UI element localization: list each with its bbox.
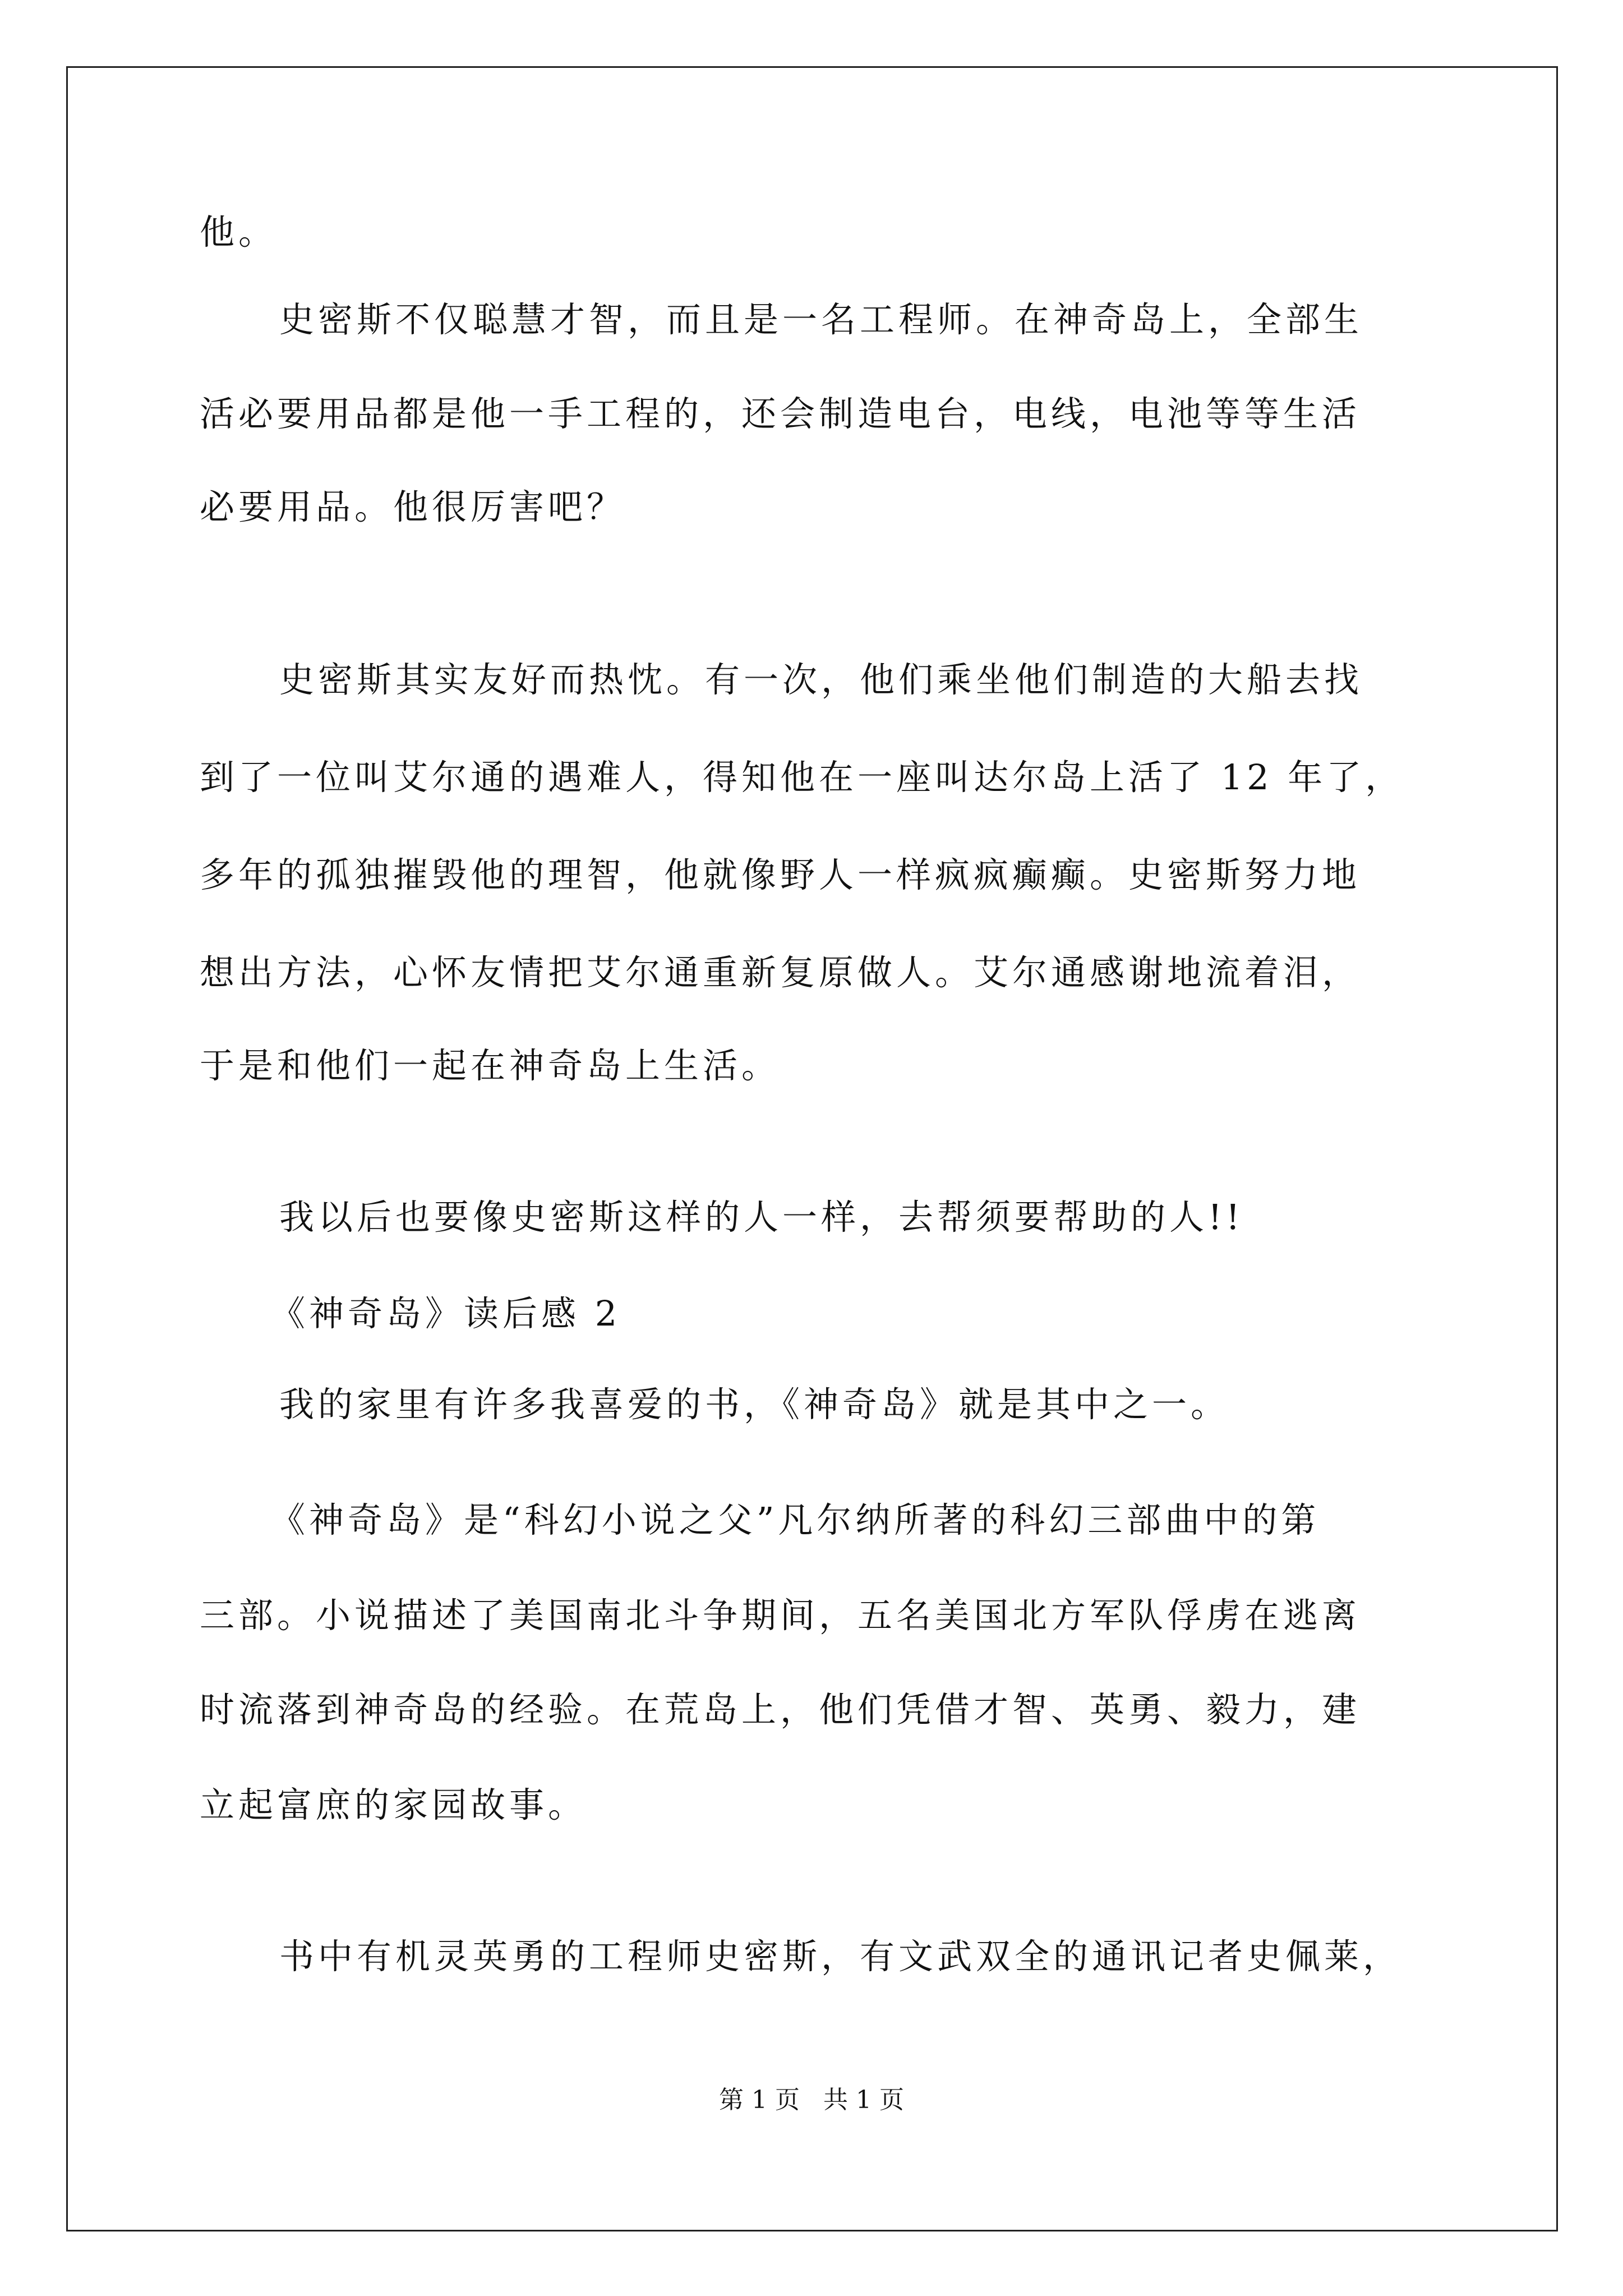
- text-line-16: 立起富庶的家园故事。: [200, 1784, 587, 1825]
- text-line-17: 书中有机灵英勇的工程师史密斯，有文武双全的通讯记者史佩莱，: [279, 1936, 1402, 1977]
- text-line-9: 于是和他们一起在神奇岛上生活。: [200, 1045, 781, 1086]
- text-line-8: 想出方法，心怀友情把艾尔通重新复原做人。艾尔通感谢地流着泪，: [200, 952, 1361, 993]
- text-line-7: 多年的孤独摧毁他的理智，他就像野人一样疯疯癫癫。史密斯努力地: [200, 854, 1361, 895]
- text-line-6: 到了一位叫艾尔通的遇难人，得知他在一座叫达尔岛上活了 12 年了，: [200, 757, 1404, 798]
- text-line-5: 史密斯其实友好而热忱。有一次，他们乘坐他们制造的大船去找: [279, 659, 1363, 700]
- text-line-4: 必要用品。他很厉害吧？: [200, 486, 626, 527]
- text-line-10: 我以后也要像史密斯这样的人一样，去帮须要帮助的人!!: [279, 1197, 1244, 1237]
- text-line-12: 我的家里有许多我喜爱的书，《神奇岛》就是其中之一。: [279, 1384, 1230, 1425]
- text-line-14: 三部。小说描述了美国南北斗争期间，五名美国北方军队俘虏在逃离: [200, 1595, 1361, 1636]
- text-line-2: 史密斯不仅聪慧才智，而且是一名工程师。在神奇岛上，全部生: [279, 299, 1363, 340]
- text-line-13: 《神奇岛》是“科幻小说之父”凡尔纳所著的科幻三部曲中的第: [270, 1499, 1320, 1540]
- text-line-3: 活必要用品都是他一手工程的，还会制造电台，电线，电池等等生活: [200, 393, 1361, 434]
- page-frame: [66, 66, 1558, 2231]
- section-heading: 《神奇岛》读后感 2: [270, 1293, 621, 1334]
- text-line-1: 他。: [200, 211, 278, 252]
- page-footer: 第 1 页 共 1 页: [719, 2086, 904, 2114]
- text-line-15: 时流落到神奇岛的经验。在荒岛上，他们凭借才智、英勇、毅力，建: [200, 1689, 1361, 1730]
